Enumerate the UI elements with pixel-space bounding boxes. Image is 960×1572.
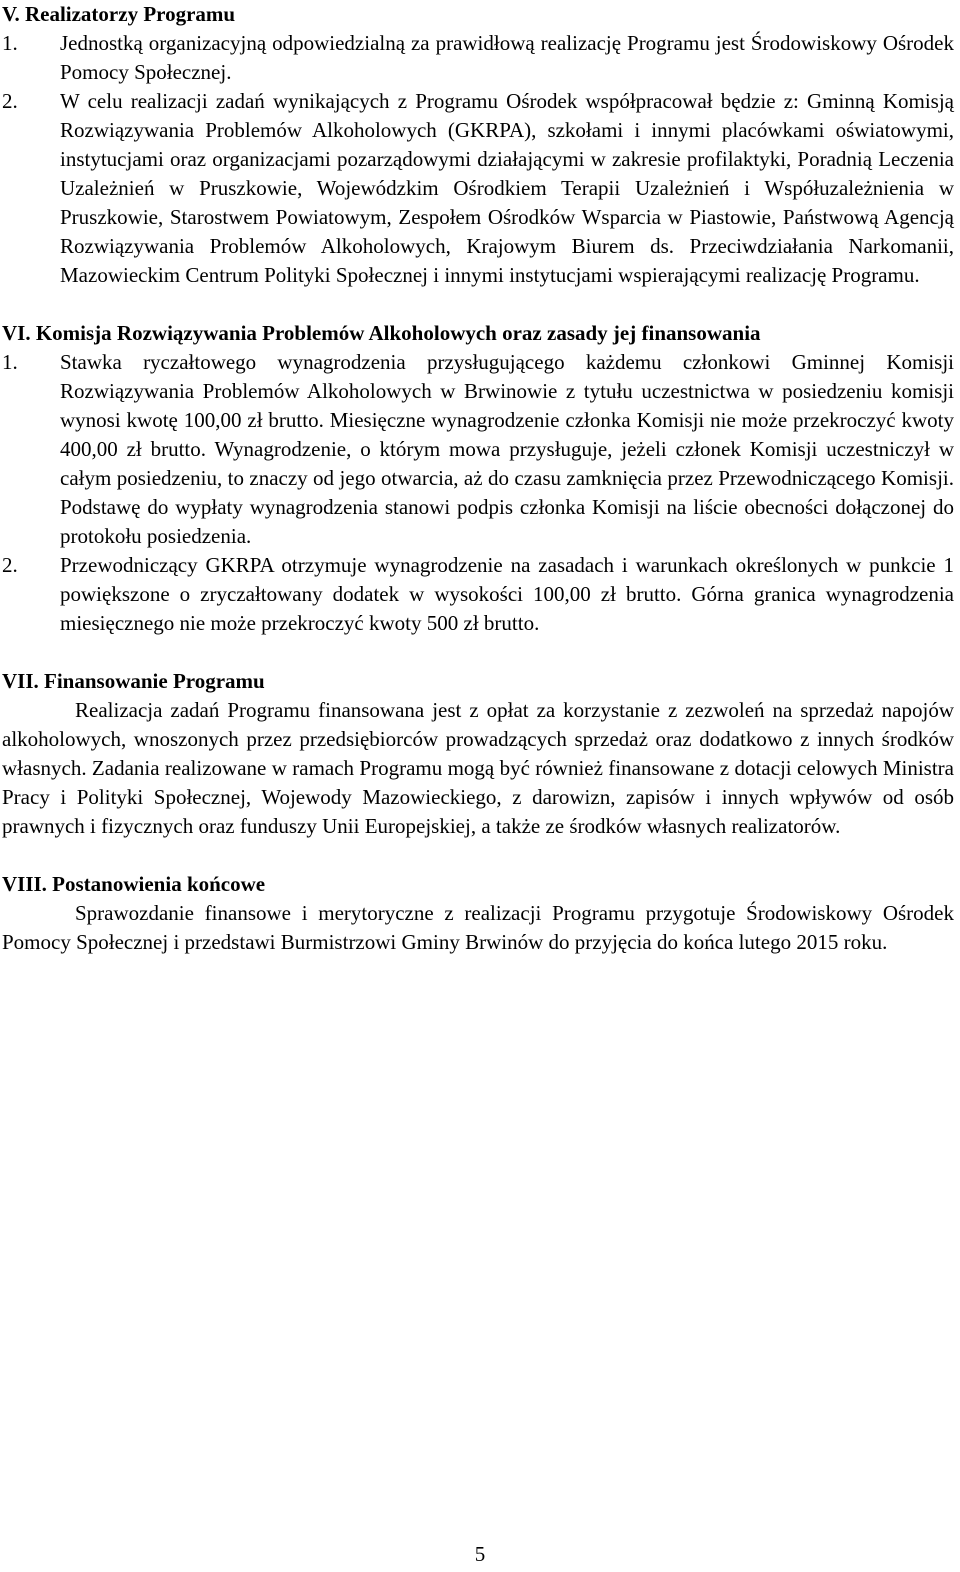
list-item [2,348,954,551]
list-item-text: W celu realizacji zadań wynikających z Programu Ośrodek współpracował będzie z: Gminną Komisją Rozwiązywania Problemów Alkoholowych (GKRPA), szkołami i innymi placówkami oświatowymi, instytucjami oraz organizacjami pozarządowymi działającymi w zakresie profilaktyki, Poradnią Leczenia Uzależnień w Pruszkowie, Wojewódzkim Ośrodkiem Terapii Uzależnień i Współuzależnienia w Pruszkowie, Starostwem Powiatowym, Zespołem Ośrodków Wsparcia w Piastowie, Państwową Agencją Rozwiązywania Problemów Alkoholowych, Krajowym Biurem ds. Przeciwdziałania Narkomanii, Mazowieckim Centrum Polityki Społecznej i innymi instytucjami wspierającymi realizację Programu. [60,89,954,287]
list-item-text: Stawka ryczałtowego wynagrodzenia przysługującego każdemu członkowi Gminnej Komisji Rozwiązywania Problemów Alkoholowych w Brwinowie z tytułu uczestnictwa w posiedzeniu komisji wynosi kwotę 100,00 zł brutto. Miesięczne wynagrodzenie członka Komisji nie może przekroczyć kwoty 400,00 zł brutto. Wynagrodzenie, o którym mowa przysługuje, jeżeli członek Komisji uczestniczył w całym posiedzeniu, to znaczy od jego otwarcia, aż do czasu zamknięcia przez Przewodniczącego Komisji. Podstawę do wypłaty wynagrodzenia stanowi podpis członka Komisji na liście obecności dołączonej do protokołu posiedzenia. [60,350,954,548]
list-item [2,29,954,87]
section-heading: VI. Komisja Rozwiązywania Problemów Alkoholowych oraz zasady jej finansowania [2,321,761,345]
section-paragraph: Sprawozdanie finansowe i merytoryczne z realizacji Programu przygotuje Środowiskowy Ośrodek Pomocy Społecznej i przedstawi Burmistrzowi Gminy Brwinów do przyjęcia do końca lutego 2015 roku. [2,901,954,954]
list-item-text: Przewodniczący GKRPA otrzymuje wynagrodzenie na zasadach i warunkach określonych w punkcie 1 powiększone o zryczałtowany dodatek w wysokości 100,00 zł brutto. Górna granica wynagrodzenia miesięcznego nie może przekroczyć kwoty 500 zł brutto. [60,553,954,635]
list-item-number: 2. [2,89,18,113]
section-postanowienia [2,870,954,957]
section-paragraph: Realizacja zadań Programu finansowana jest z opłat za korzystanie z zezwoleń na sprzedaż napojów alkoholowych, wnoszonych przez przedsiębiorców prowadzących sprzedaż oraz dodatkowo z innych środków własnych. Zadania realizowane w ramach Programu mogą być również finansowane z dotacji celowych Ministra Pracy i Polityki Społecznej, Wojewody Mazowieckiego, z darowizn, zapisów i innych wpływów od osób prawnych i fizycznych oraz funduszy Unii Europejskiej, a także ze środków własnych realizatorów. [2,698,954,838]
section-heading: VII. Finansowanie Programu [2,669,265,693]
section-heading: VIII. Postanowienia końcowe [2,872,266,896]
section-komisja [2,319,954,638]
page-number: 5 [474,1542,486,1566]
document-content [2,0,954,957]
section-finansowanie [2,667,954,841]
list-item-number: 2. [2,553,18,577]
list-item-text: Jednostką organizacyjną odpowiedzialną za prawidłową realizację Programu jest Środowiskowy Ośrodek Pomocy Społecznej. [60,31,954,84]
list-item [2,87,954,290]
list-item [2,551,954,638]
list-item-number: 1. [2,350,18,374]
section-heading: V. Realizatorzy Programu [2,2,236,26]
section-realizatorzy [2,0,954,290]
list-item-number: 1. [2,31,18,55]
